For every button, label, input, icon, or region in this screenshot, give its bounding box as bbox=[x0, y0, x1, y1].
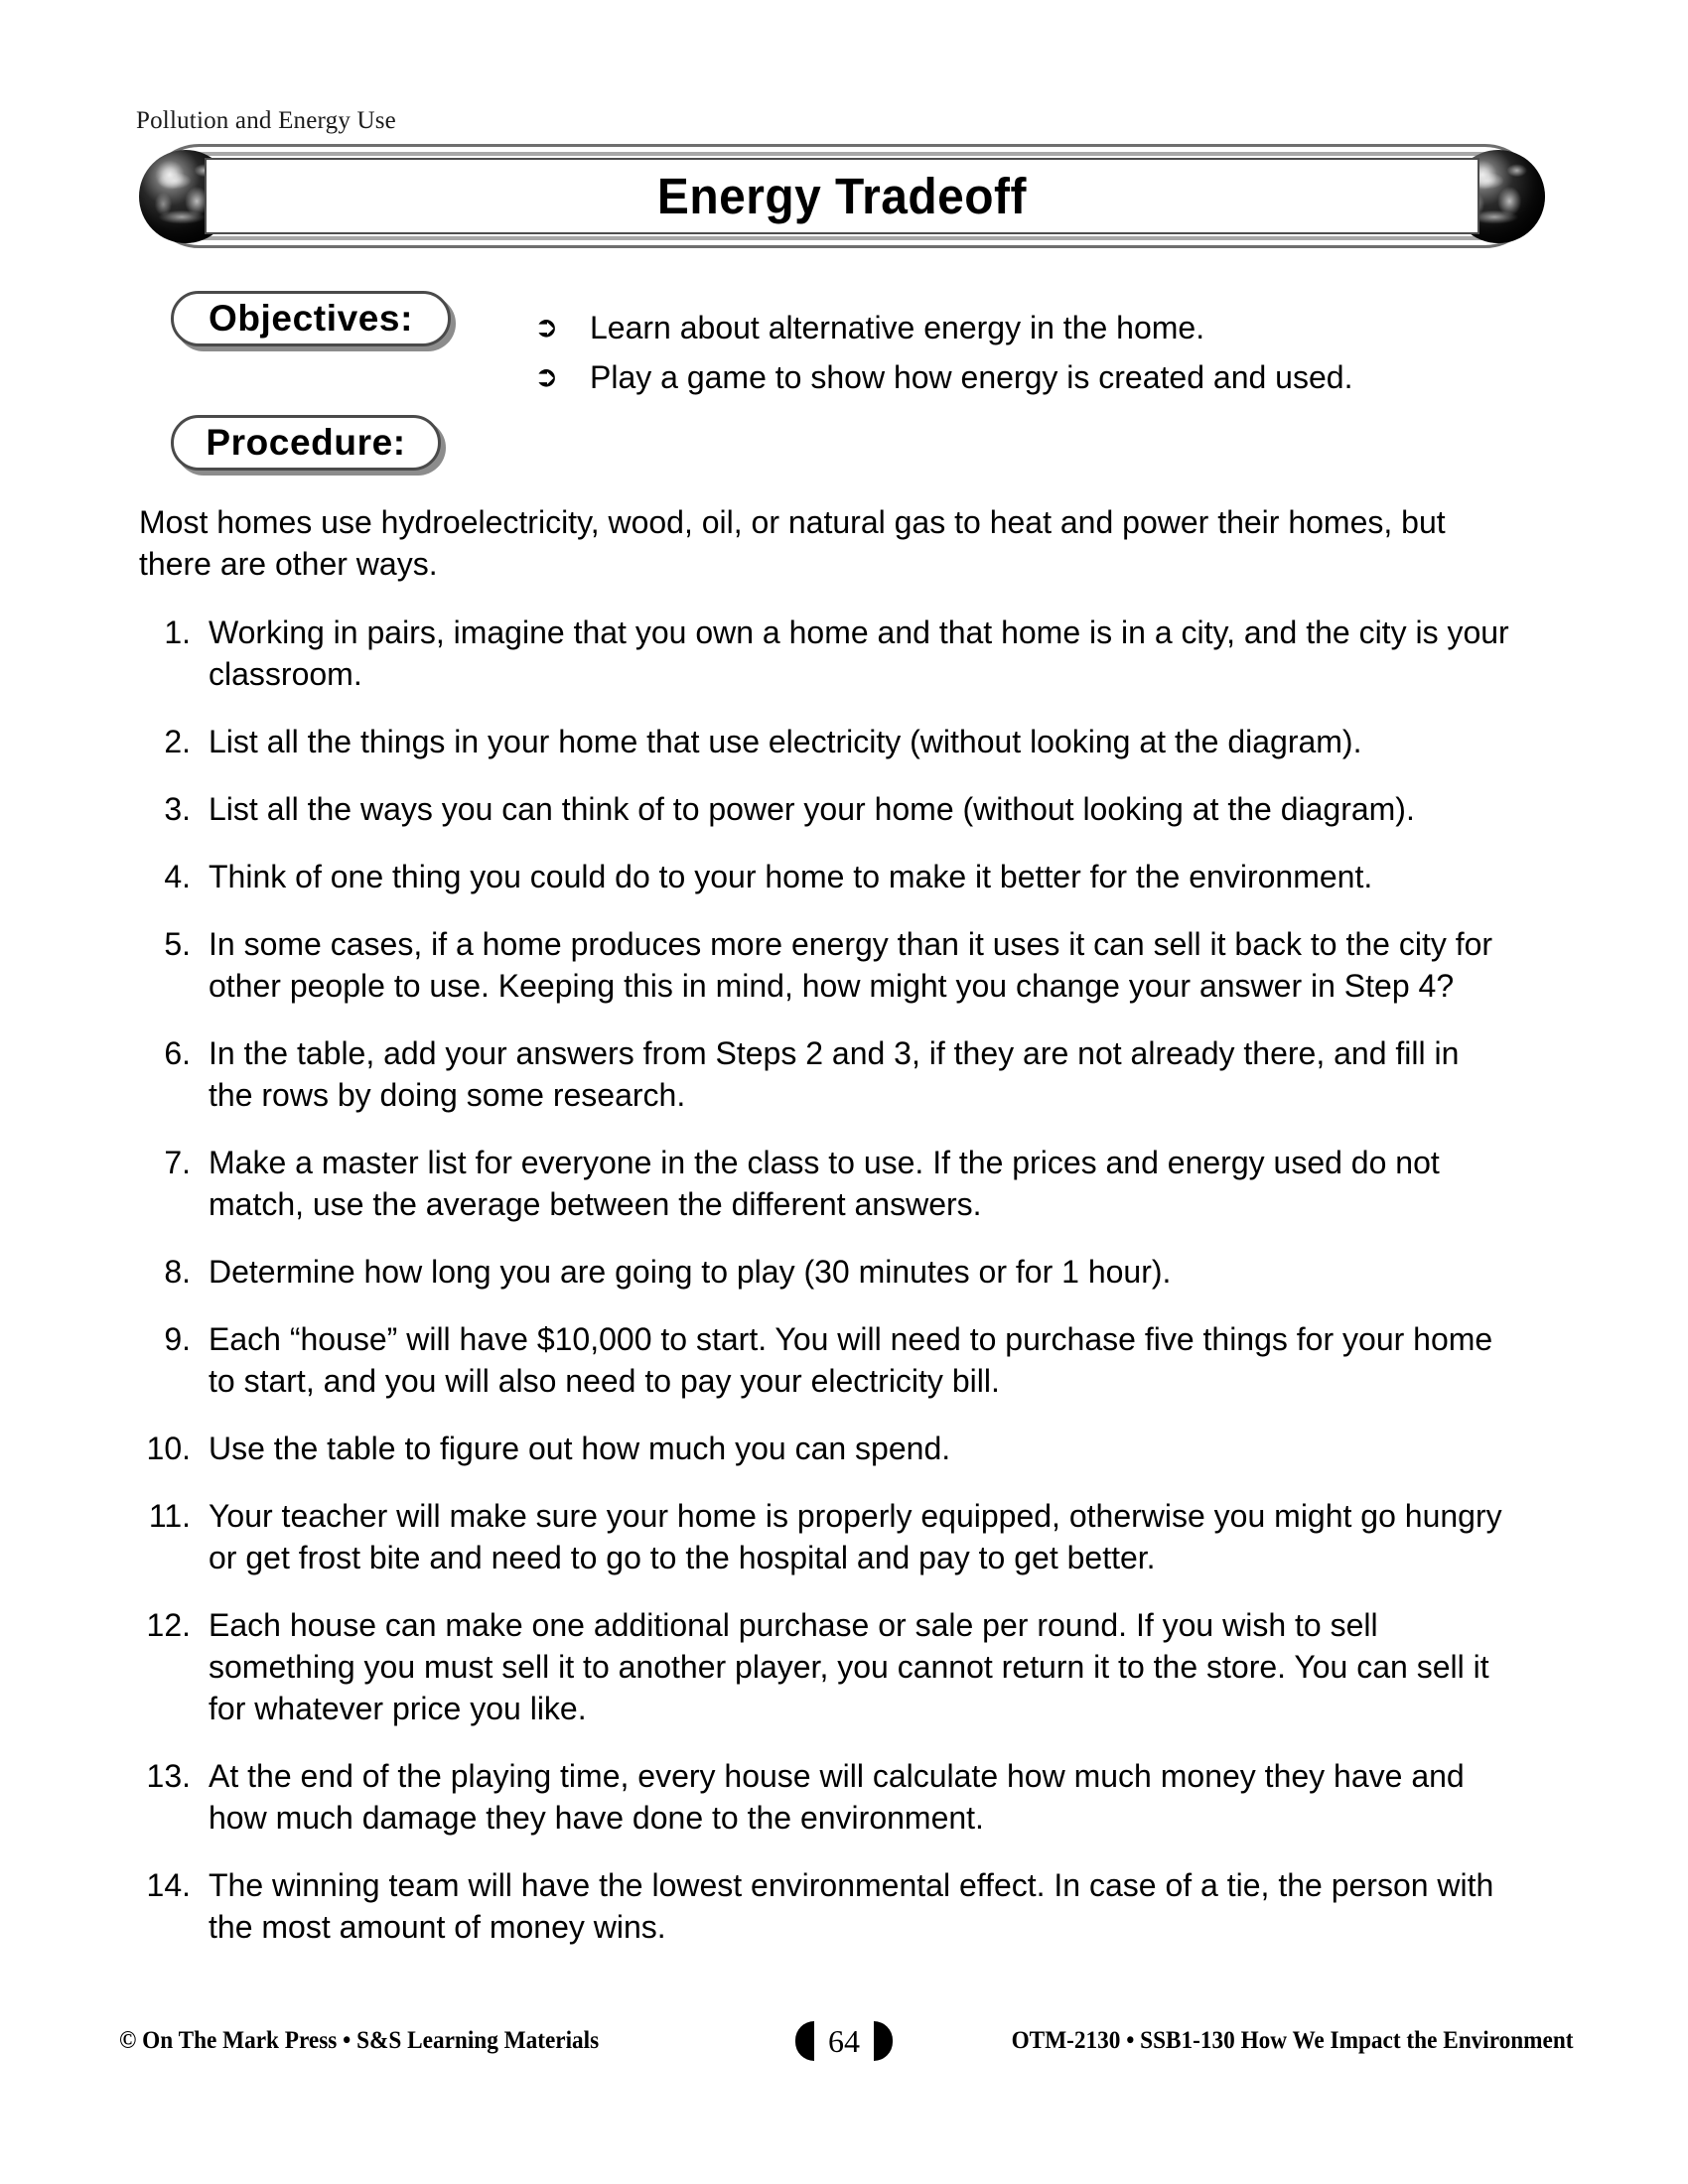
step-text: Determine how long you are going to play (30 minutes or for 1 hour). bbox=[209, 1254, 1172, 1290]
step-number: 14. bbox=[146, 1867, 191, 1903]
list-item bbox=[139, 923, 1529, 1007]
page-title: Energy Tradeoff bbox=[656, 168, 1028, 224]
step-number: 6. bbox=[164, 1035, 191, 1071]
list-item bbox=[139, 1251, 1529, 1293]
step-text: Each house can make one additional purchase or sale per round. If you wish to sell something you must sell it to another player, you cannot return it to the store. You can sell it for whatever price you like. bbox=[209, 1607, 1489, 1726]
step-text: Your teacher will make sure your home is properly equipped, otherwise you might go hungry or get frost bite and need to go to the hospital and pay to get better. bbox=[209, 1498, 1502, 1575]
step-text: Use the table to figure out how much you can spend. bbox=[209, 1431, 951, 1466]
step-text: List all the ways you can think of to power your home (without looking at the diagram). bbox=[209, 791, 1415, 827]
step-text: List all the things in your home that use electricity (without looking at the diagram). bbox=[209, 724, 1362, 759]
list-item bbox=[139, 1755, 1529, 1839]
list-item bbox=[139, 1142, 1529, 1225]
list-item bbox=[534, 357, 1487, 397]
list-item bbox=[139, 1495, 1529, 1578]
objectives-badge bbox=[171, 291, 451, 346]
page-number: 64 bbox=[828, 2023, 860, 2059]
step-text: Make a master list for everyone in the class to use. If the prices and energy used do not match, use the average between the different answers. bbox=[209, 1145, 1440, 1222]
arrow-bullet-icon: ➲ bbox=[534, 361, 559, 393]
list-item bbox=[139, 721, 1529, 762]
list-item bbox=[139, 1864, 1529, 1948]
step-number: 7. bbox=[164, 1145, 191, 1180]
list-item bbox=[139, 1032, 1529, 1116]
intro-paragraph: Most homes use hydroelectricity, wood, oil, or natural gas to heat and power their homes, but there are other ways. bbox=[139, 504, 1446, 582]
list-item bbox=[139, 1604, 1529, 1729]
list-item bbox=[139, 612, 1529, 695]
step-number: 5. bbox=[164, 926, 191, 962]
list-item bbox=[139, 1318, 1529, 1402]
step-number: 8. bbox=[164, 1254, 191, 1290]
step-number: 11. bbox=[148, 1498, 191, 1534]
banner-inner-box bbox=[205, 158, 1479, 234]
step-number: 2. bbox=[164, 724, 191, 759]
list-item bbox=[534, 308, 1487, 347]
step-number: 1. bbox=[164, 614, 191, 650]
half-disc-right-icon bbox=[874, 2021, 893, 2061]
running-head: Pollution and Energy Use bbox=[136, 107, 396, 134]
page-footer bbox=[0, 2023, 1688, 2077]
step-text: The winning team will have the lowest environmental effect. In case of a tie, the person with the most amount of money wins. bbox=[209, 1867, 1494, 1945]
step-number: 3. bbox=[164, 791, 191, 827]
step-text: Working in pairs, imagine that you own a home and that home is in a city, and the city is your classroom. bbox=[209, 614, 1509, 692]
step-text: In some cases, if a home produces more energy than it uses it can sell it back to the city for other people to use. Keeping this in mind, how might you change your answer in Step 4? bbox=[209, 926, 1493, 1004]
step-number: 4. bbox=[164, 859, 191, 894]
step-text: In the table, add your answers from Steps 2 and 3, if they are not already there, and fill in the rows by doing some research. bbox=[209, 1035, 1460, 1113]
list-item bbox=[139, 1428, 1529, 1469]
step-number: 13. bbox=[146, 1758, 191, 1794]
step-number: 12. bbox=[146, 1607, 191, 1643]
objective-text: Play a game to show how energy is created and used. bbox=[590, 359, 1353, 395]
page-number-group bbox=[795, 2021, 893, 2061]
objective-text: Learn about alternative energy in the home. bbox=[590, 310, 1205, 345]
objectives-list bbox=[534, 308, 1487, 407]
step-number: 9. bbox=[164, 1321, 191, 1357]
list-item bbox=[139, 856, 1529, 897]
arrow-bullet-icon: ➲ bbox=[534, 312, 559, 343]
procedure-badge bbox=[171, 415, 441, 471]
footer-copyright: © On The Mark Press • S&S Learning Materials bbox=[119, 2027, 600, 2054]
procedure-badge-label: Procedure: bbox=[206, 422, 406, 463]
step-text: Think of one thing you could do to your home to make it better for the environment. bbox=[209, 859, 1373, 894]
half-disc-left-icon bbox=[795, 2021, 814, 2061]
title-banner bbox=[147, 144, 1537, 248]
step-text: Each “house” will have $10,000 to start. You will need to purchase five things for your home to start, and you will also need to pay your electricity bill. bbox=[209, 1321, 1493, 1399]
step-text: At the end of the playing time, every house will calculate how much money they have and how much damage they have done to the environment. bbox=[209, 1758, 1465, 1836]
list-item bbox=[139, 788, 1529, 830]
step-number: 10. bbox=[146, 1431, 191, 1466]
objectives-badge-label: Objectives: bbox=[208, 298, 414, 339]
footer-product-code: OTM-2130 • SSB1-130 How We Impact the Environment bbox=[1012, 2027, 1574, 2054]
procedure-steps-list bbox=[139, 612, 1529, 1974]
